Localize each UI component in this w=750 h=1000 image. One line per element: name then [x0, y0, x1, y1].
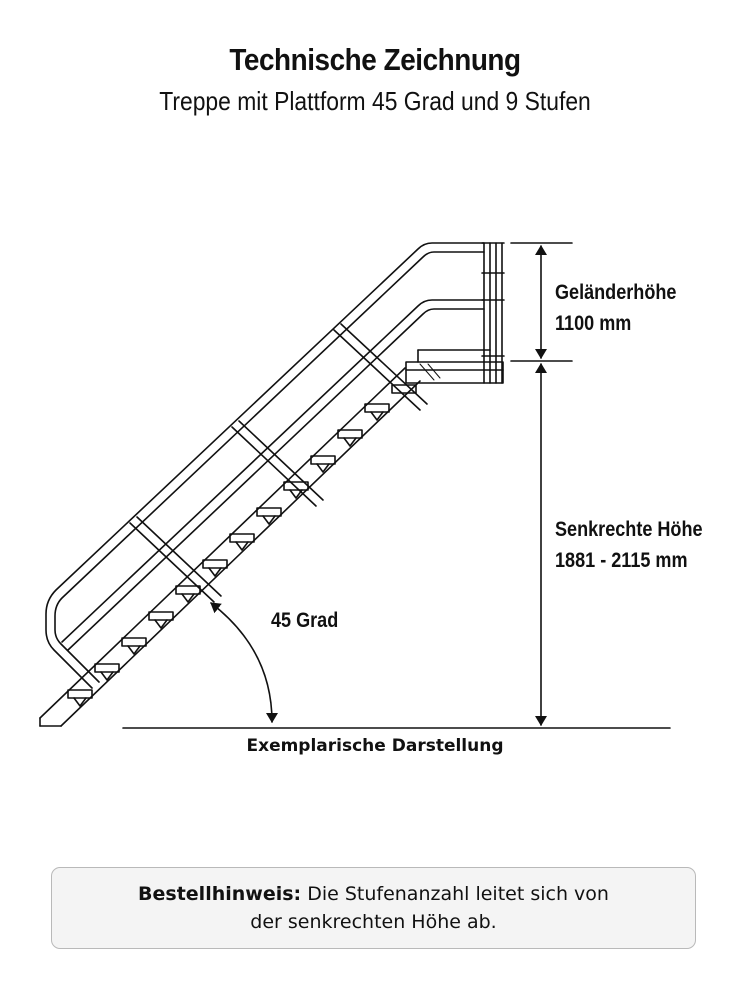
vertical-height-value: 1881 - 2115 mm	[555, 549, 688, 572]
drawing-subtitle: Treppe mit Plattform 45 Grad und 9 Stufen	[159, 86, 591, 116]
tread-supports	[74, 412, 383, 706]
stair-treads	[68, 385, 416, 698]
upper-handrail	[46, 243, 484, 688]
platform	[406, 350, 503, 383]
order-note-line-1	[52, 880, 695, 908]
angle-arc	[211, 603, 272, 722]
order-note-text-2: der senkrechten Höhe ab.	[250, 911, 497, 933]
order-note-text-1: Die Stufenanzahl leitet sich von	[307, 883, 609, 905]
order-note-box	[51, 867, 696, 949]
railing-ties	[130, 324, 427, 602]
drawing-title: Technische Zeichnung	[229, 42, 521, 77]
lower-handrail	[62, 300, 484, 650]
angle-label: 45 Grad	[271, 609, 339, 632]
drawing-caption: Exemplarische Darstellung	[246, 736, 504, 756]
vertical-height-label: Senkrechte Höhe	[555, 518, 703, 541]
order-note-label: Bestellhinweis:	[138, 883, 302, 905]
railing-height-value: 1100 mm	[555, 312, 632, 335]
railing-height-label: Geländerhöhe	[555, 281, 677, 304]
